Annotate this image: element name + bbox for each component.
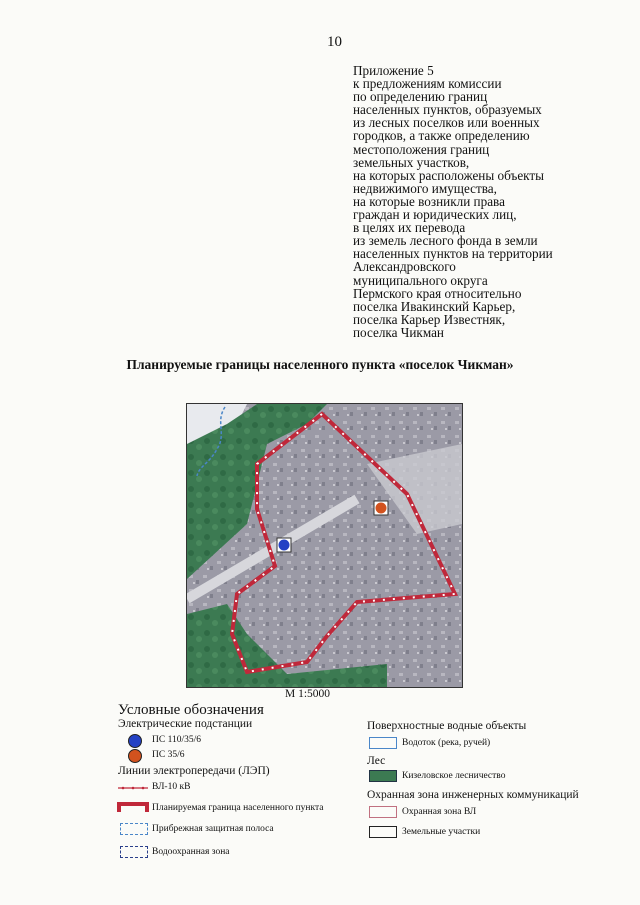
appendix-line: местоположения границ	[353, 141, 490, 157]
forest-heading: Лес	[367, 755, 386, 767]
map[interactable]	[186, 403, 463, 688]
water-protection-label: Водоохранная зона	[152, 847, 230, 857]
appendix-line: в целях их перевода	[353, 220, 466, 236]
coastal-strip-legend-icon	[120, 823, 148, 835]
appendix-line: населенных пунктов на территории	[353, 246, 553, 262]
substation-110-label: ПС 110/35/6	[152, 735, 201, 745]
forestry-label: Кизеловское лесничество	[402, 771, 506, 781]
surface-water-heading: Поверхностные водные объекты	[367, 720, 527, 732]
substation-35-marker[interactable]	[376, 503, 387, 514]
appendix-line: на которые возникли права	[353, 193, 505, 209]
appendix-line: Приложение 5	[353, 63, 434, 78]
appendix-line: по определению границ	[353, 89, 488, 105]
appendix-line: муниципального округа	[353, 272, 488, 288]
substation-110-marker[interactable]	[279, 540, 290, 551]
appendix-line: на которых расположены объекты	[353, 167, 545, 183]
substation-35-label: ПС 35/6	[152, 750, 185, 760]
map-scale: М 1:5000	[285, 688, 331, 700]
appendix-line: населенных пунктов, образуемых	[353, 102, 542, 118]
appendix-line: поселка Карьер Известняк,	[353, 311, 506, 327]
appendix-line: к предложениям комиссии	[353, 76, 502, 92]
protection-zone-heading: Охранная зона инженерных коммуникаций	[367, 789, 579, 801]
substation-110-legend-icon	[128, 734, 142, 748]
legend-title: Условные обозначения	[118, 702, 264, 718]
map-title: Планируемые границы населенного пункта «поселок Чикман»	[126, 357, 514, 372]
substations-heading: Электрические подстанции	[118, 718, 253, 730]
appendix-line: поселка Ивакинский Карьер,	[353, 298, 516, 314]
watercourse-legend-icon	[369, 737, 397, 749]
appendix-block	[353, 64, 623, 339]
appendix-line: граждан и юридических лиц,	[353, 207, 517, 223]
appendix-line: поселка Чикман	[353, 324, 444, 340]
substation-35-legend-icon	[128, 749, 142, 763]
appendix-line: земельных участков,	[353, 154, 470, 170]
power-line-label: ВЛ-10 кВ	[152, 782, 191, 792]
power-line-legend-icon	[118, 784, 148, 792]
page-number: 10	[327, 34, 342, 50]
water-protection-legend-icon	[120, 846, 148, 858]
appendix-line: из земель лесного фонда в земли	[353, 233, 538, 249]
land-plots-legend-icon	[369, 826, 397, 838]
watercourse-label: Водоток (река, ручей)	[402, 738, 491, 748]
power-lines-heading: Линии электропередачи (ЛЭП)	[118, 765, 270, 777]
appendix-line: городков, а также определению	[353, 128, 530, 144]
map-canvas	[187, 404, 462, 687]
land-plots-label: Земельные участки	[402, 827, 481, 837]
planned-boundary-legend-icon	[117, 800, 149, 814]
power-line-zone-legend-icon	[369, 806, 397, 818]
appendix-line: из лесных поселков или военных	[353, 115, 540, 131]
power-line-zone-label: Охранная зона ВЛ	[402, 807, 477, 817]
coastal-strip-label: Прибрежная защитная полоса	[152, 824, 274, 834]
appendix-line: недвижимого имущества,	[353, 180, 497, 196]
forestry-legend-icon	[369, 770, 397, 782]
appendix-line: Александровского	[353, 259, 456, 275]
planned-boundary-label: Планируемая граница населенного пункта	[152, 803, 324, 813]
appendix-line: Пермского края относительно	[353, 285, 522, 301]
